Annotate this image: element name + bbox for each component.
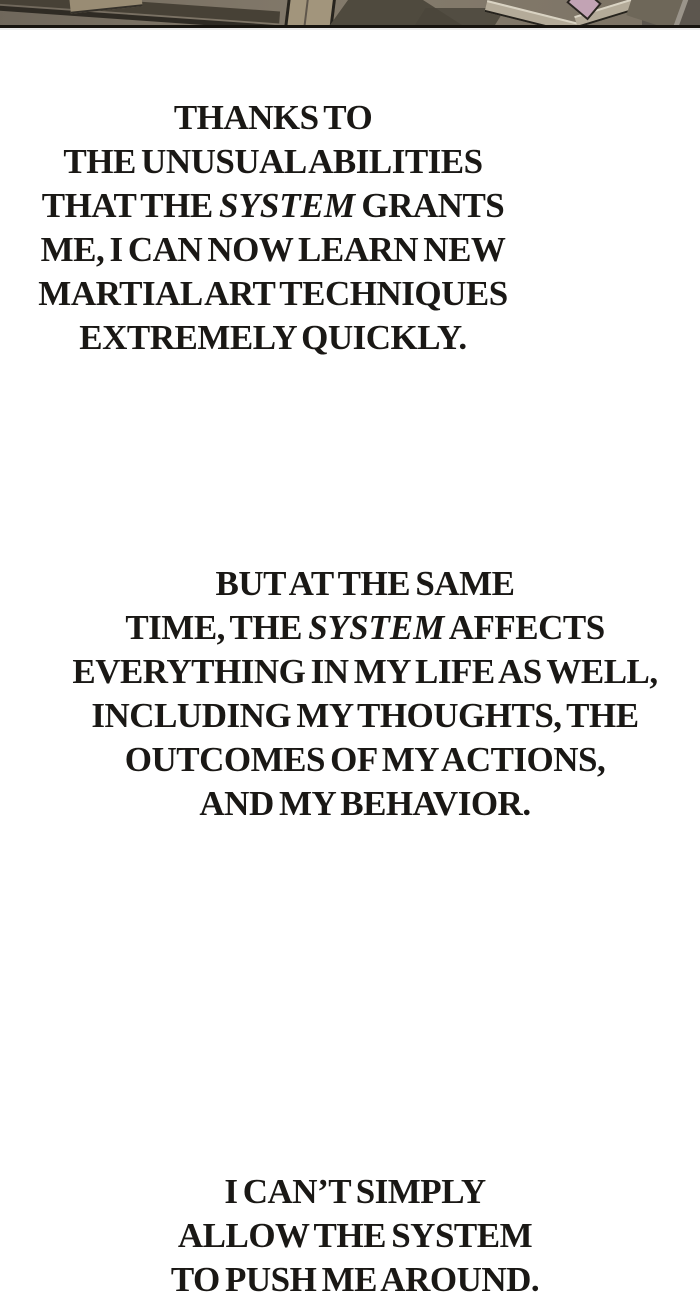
narration-text: INCLUDING MY THOUGHTS, THE [91, 696, 639, 735]
artwork-book-spine [284, 0, 336, 25]
narration-system-affects-everything [15, 562, 700, 826]
narration-line [0, 272, 546, 316]
narration-text: THE UNUSUAL ABILITIES [63, 142, 483, 181]
narration-thanks-to-system [0, 96, 546, 360]
narration-line [15, 738, 700, 782]
narration-text: EXTREMELY QUICKLY. [79, 318, 467, 357]
narration-line [5, 1214, 700, 1258]
narration-text: GRANTS [356, 186, 505, 225]
narration-line [15, 650, 700, 694]
narration-line [0, 184, 546, 228]
narration-text: THAT THE [41, 186, 218, 225]
narration-text: TIME, THE [125, 608, 308, 647]
narration-text: OUTCOMES OF MY ACTIONS, [124, 740, 606, 779]
narration-line [5, 1170, 700, 1214]
narration-line [15, 694, 700, 738]
narration-text: I CAN’T SIMPLY [224, 1172, 486, 1211]
narration-line [0, 140, 546, 184]
panel-border-soft [0, 28, 700, 30]
narration-line [5, 1258, 700, 1302]
narration-line [15, 562, 700, 606]
narration-line [15, 782, 700, 826]
narration-text: ALLOW THE SYSTEM [177, 1216, 533, 1255]
narration-text: ME, I CAN NOW LEARN NEW [40, 230, 506, 269]
narration-text: AFFECTS [445, 608, 605, 647]
system-emphasis: SYSTEM [218, 186, 356, 225]
narration-text: AND MY BEHAVIOR. [199, 784, 531, 823]
narration-text: BUT AT THE SAME [215, 564, 515, 603]
narration-text: EVERYTHING IN MY LIFE AS WELL, [72, 652, 658, 691]
narration-line [0, 228, 546, 272]
narration-cant-allow-system [5, 1170, 700, 1302]
narration-text: MARTIAL ART TECHNIQUES [38, 274, 508, 313]
system-emphasis: SYSTEM [308, 608, 445, 647]
narration-line [15, 606, 700, 650]
narration-text: TO PUSH ME AROUND. [170, 1260, 540, 1299]
narration-text: THANKS TO [173, 98, 373, 137]
narration-line [0, 316, 546, 360]
narration-line [0, 96, 546, 140]
artwork-strip [0, 0, 700, 25]
